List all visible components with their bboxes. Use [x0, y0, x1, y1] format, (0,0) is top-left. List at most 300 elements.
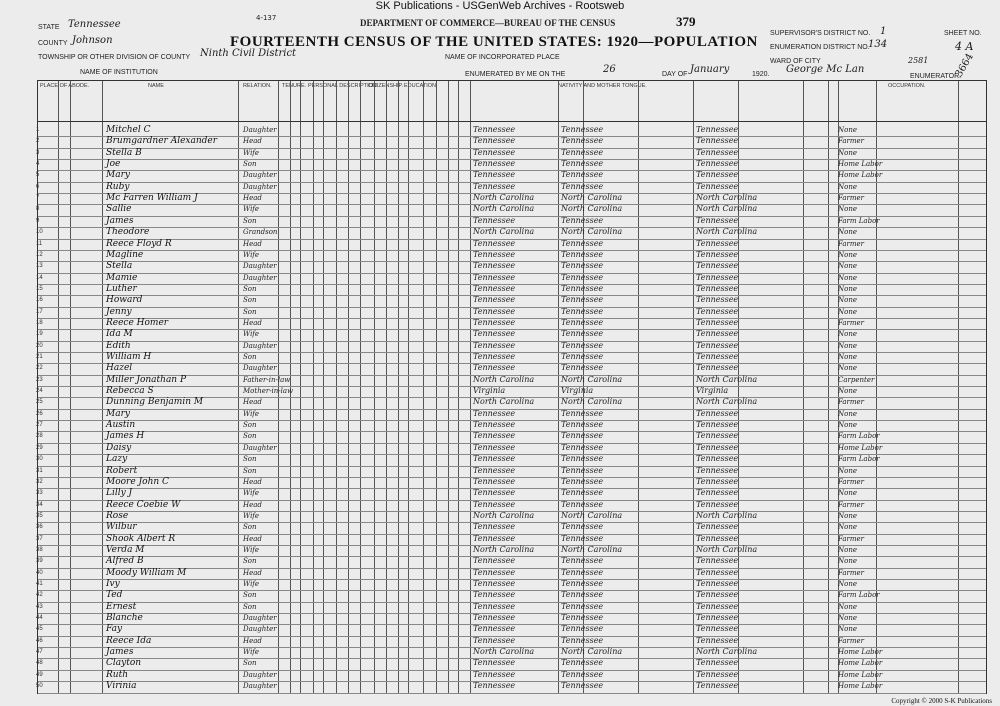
- father-birthplace: Tennessee: [561, 181, 604, 191]
- person-name: Moody William M: [106, 567, 187, 578]
- row-number: 30: [36, 456, 43, 463]
- person-name: Ivy: [106, 579, 120, 589]
- mother-birthplace: Tennessee: [696, 613, 739, 623]
- person-occupation: None: [838, 330, 857, 339]
- father-birthplace: Tennessee: [561, 261, 604, 271]
- row-number: 29: [36, 444, 43, 451]
- person-birthplace: Tennessee: [473, 681, 516, 691]
- department-heading: DEPARTMENT OF COMMERCE—BUREAU OF THE CENSUS: [360, 18, 616, 28]
- mother-birthplace: Tennessee: [696, 533, 739, 543]
- mother-birthplace: Tennessee: [696, 601, 739, 611]
- person-birthplace: Tennessee: [473, 624, 516, 634]
- person-relation: Wife: [243, 489, 260, 498]
- enumerated-month: January: [690, 64, 730, 75]
- person-occupation: Farmer: [838, 239, 865, 248]
- colhdr-relation: RELATION.: [243, 83, 272, 89]
- row-number: 33: [36, 490, 43, 497]
- person-name: Reece Floyd R: [106, 238, 172, 249]
- person-name: James H: [106, 431, 145, 442]
- person-name: Stella B: [106, 147, 142, 158]
- row-number: 44: [36, 615, 43, 622]
- person-name: Rose: [106, 510, 129, 521]
- person-occupation: Farmer: [838, 568, 865, 577]
- person-name: Jenny: [106, 306, 132, 317]
- person-name: Lilly J: [106, 488, 133, 499]
- person-relation: Son: [243, 602, 257, 611]
- father-birthplace: Tennessee: [561, 454, 604, 464]
- person-birthplace: Tennessee: [473, 488, 516, 498]
- margin-code: 2581: [908, 56, 929, 65]
- person-relation: Wife: [243, 580, 260, 588]
- person-name: Daisy: [106, 442, 132, 453]
- father-birthplace: North Carolina: [561, 374, 623, 384]
- person-occupation: None: [838, 228, 857, 237]
- father-birthplace: Tennessee: [561, 317, 604, 327]
- person-relation: Wife: [243, 545, 260, 554]
- mother-birthplace: Tennessee: [696, 658, 739, 668]
- sheet-value: 4 A: [955, 40, 974, 53]
- sheet-label: SHEET NO.: [944, 30, 982, 37]
- person-occupation: None: [838, 466, 857, 475]
- person-name: Reece Homer: [106, 317, 169, 328]
- institution-label: NAME OF INSTITUTION: [80, 69, 158, 76]
- person-name: Fay: [106, 624, 123, 635]
- person-birthplace: North Carolina: [473, 510, 535, 520]
- row-number: 39: [36, 558, 43, 565]
- person-occupation: Home Labor: [838, 648, 883, 657]
- row-number: 5: [36, 172, 40, 179]
- person-relation: Son: [243, 307, 257, 316]
- mother-birthplace: Virginia: [696, 386, 729, 396]
- person-occupation: Home Labor: [838, 682, 883, 691]
- supervisor-value: 1: [880, 26, 887, 37]
- colhdr-tenure: TENURE.: [282, 83, 307, 89]
- father-birthplace: North Carolina: [561, 647, 623, 657]
- person-relation: Daughter: [243, 273, 277, 282]
- person-relation: Grandson: [243, 228, 278, 237]
- person-occupation: None: [838, 580, 857, 588]
- person-name: Dunning Benjamin M: [106, 397, 204, 408]
- person-birthplace: Tennessee: [473, 613, 516, 623]
- ed-value: 134: [868, 39, 888, 50]
- row-number: 18: [36, 319, 43, 326]
- colhdr-personal: PERSONAL DESCRIPTION.: [308, 83, 379, 89]
- mother-birthplace: Tennessee: [696, 465, 739, 475]
- person-occupation: None: [838, 523, 857, 532]
- row-number: 13: [36, 263, 43, 270]
- father-birthplace: Tennessee: [561, 295, 604, 305]
- census-title: FOURTEENTH CENSUS OF THE UNITED STATES: 1920—POPULATION: [230, 34, 758, 50]
- person-relation: Son: [243, 284, 257, 293]
- person-occupation: None: [838, 364, 857, 373]
- row-number: 2: [36, 138, 40, 145]
- colhdr-education: EDUCATION.: [404, 83, 438, 89]
- ed-label: ENUMERATION DISTRICT NO.: [770, 44, 870, 51]
- person-birthplace: Tennessee: [473, 669, 516, 679]
- person-occupation: Farmer: [838, 500, 865, 509]
- person-name: Magline: [106, 249, 144, 260]
- father-birthplace: Tennessee: [561, 658, 604, 668]
- person-name: Reece Coebie W: [106, 499, 181, 510]
- person-name: Brumgardner Alexander: [106, 136, 218, 147]
- person-occupation: Farmer: [838, 194, 865, 203]
- person-occupation: None: [838, 511, 857, 520]
- person-name: James: [106, 215, 134, 226]
- person-relation: Daughter: [243, 126, 277, 134]
- person-relation: Daughter: [243, 682, 277, 691]
- sheet-serial: 379: [676, 14, 696, 29]
- person-name: Joe: [106, 159, 121, 170]
- person-occupation: Farm Labor: [838, 591, 880, 600]
- person-relation: Father-in-law: [243, 375, 291, 384]
- person-occupation: Home Labor: [838, 171, 883, 180]
- person-name: Clayton: [106, 658, 142, 669]
- person-birthplace: Virginia: [473, 386, 506, 396]
- father-birthplace: Tennessee: [561, 363, 604, 373]
- person-birthplace: Tennessee: [473, 215, 516, 225]
- mother-birthplace: Tennessee: [696, 181, 739, 191]
- person-relation: Daughter: [243, 341, 277, 350]
- row-number: 28: [36, 433, 43, 440]
- person-birthplace: North Carolina: [473, 227, 535, 237]
- person-relation: Wife: [243, 409, 260, 418]
- row-number: 50: [36, 683, 43, 690]
- row-number: 10: [36, 229, 43, 236]
- person-birthplace: Tennessee: [473, 635, 516, 645]
- row-number: 6: [36, 183, 40, 190]
- mother-birthplace: Tennessee: [696, 147, 739, 157]
- mother-birthplace: Tennessee: [696, 306, 739, 316]
- person-birthplace: Tennessee: [473, 317, 516, 327]
- person-name: Sallie: [106, 204, 132, 215]
- mother-birthplace: North Carolina: [696, 397, 758, 407]
- person-name: Mary: [106, 408, 130, 419]
- person-birthplace: North Carolina: [473, 397, 535, 407]
- mother-birthplace: Tennessee: [696, 420, 739, 430]
- person-relation: Head: [243, 534, 262, 543]
- row-number: 26: [36, 410, 43, 417]
- person-name: Austin: [106, 420, 136, 431]
- row-number: 27: [36, 422, 43, 429]
- person-birthplace: Tennessee: [473, 181, 516, 191]
- father-birthplace: Tennessee: [561, 533, 604, 543]
- father-birthplace: Tennessee: [561, 476, 604, 486]
- enumerated-year: 1920.: [752, 71, 770, 78]
- person-birthplace: Tennessee: [473, 249, 516, 259]
- colhdr-citizenship: CITIZENSHIP.: [368, 83, 404, 89]
- row-number: 19: [36, 331, 43, 338]
- father-birthplace: Tennessee: [561, 635, 604, 645]
- father-birthplace: North Carolina: [561, 544, 623, 554]
- person-birthplace: Tennessee: [473, 283, 516, 293]
- row-number: 40: [36, 569, 43, 576]
- person-name: Edith: [106, 340, 131, 351]
- state-value: Tennessee: [68, 19, 121, 30]
- person-birthplace: Tennessee: [473, 579, 516, 588]
- person-relation: Head: [243, 398, 262, 407]
- mother-birthplace: Tennessee: [696, 408, 739, 418]
- father-birthplace: Tennessee: [561, 329, 604, 339]
- county-value: Johnson: [72, 35, 113, 46]
- father-birthplace: Tennessee: [561, 420, 604, 430]
- header-rule: [38, 121, 986, 122]
- person-birthplace: Tennessee: [473, 476, 516, 486]
- person-birthplace: Tennessee: [473, 329, 516, 339]
- person-relation: Daughter: [243, 670, 277, 679]
- mother-birthplace: Tennessee: [696, 590, 739, 600]
- person-occupation: None: [838, 353, 857, 361]
- row-number: 3: [36, 149, 40, 156]
- father-birthplace: Tennessee: [561, 306, 604, 316]
- father-birthplace: Tennessee: [561, 681, 604, 691]
- mother-birthplace: Tennessee: [696, 125, 739, 134]
- father-birthplace: Tennessee: [561, 431, 604, 441]
- row-number: 41: [36, 581, 43, 587]
- person-occupation: Farmer: [838, 636, 865, 645]
- father-birthplace: Tennessee: [561, 159, 604, 169]
- person-birthplace: North Carolina: [473, 544, 535, 554]
- person-relation: Son: [243, 421, 257, 430]
- person-name: Lazy: [106, 454, 128, 465]
- row-number: 36: [36, 524, 43, 531]
- person-name: Ida M: [106, 329, 133, 340]
- person-occupation: None: [838, 421, 857, 430]
- person-name: Verda M: [106, 544, 145, 555]
- mother-birthplace: Tennessee: [696, 317, 739, 327]
- person-birthplace: Tennessee: [473, 408, 516, 418]
- enumerated-day: 26: [603, 64, 616, 75]
- row-number: 20: [36, 342, 43, 349]
- colhdr-name: NAME: [148, 83, 164, 89]
- person-occupation: None: [838, 307, 857, 316]
- father-birthplace: Tennessee: [561, 579, 604, 588]
- person-occupation: Farmer: [838, 534, 865, 543]
- person-relation: Head: [243, 137, 262, 146]
- person-birthplace: North Carolina: [473, 647, 535, 657]
- father-birthplace: Tennessee: [561, 465, 604, 475]
- person-relation: Head: [243, 194, 262, 203]
- person-relation: Son: [243, 216, 257, 225]
- row-number: 17: [36, 308, 43, 315]
- row-number: 31: [36, 467, 43, 474]
- father-birthplace: Tennessee: [561, 522, 604, 532]
- person-occupation: None: [838, 409, 857, 418]
- person-birthplace: Tennessee: [473, 522, 516, 532]
- row-number: 24: [36, 388, 43, 395]
- father-birthplace: Tennessee: [561, 624, 604, 634]
- mother-birthplace: Tennessee: [696, 272, 739, 282]
- father-birthplace: Tennessee: [561, 590, 604, 600]
- day-of-label: DAY OF: [662, 71, 688, 78]
- row-number: 8: [36, 206, 40, 213]
- row-number: 25: [36, 399, 43, 406]
- person-birthplace: Tennessee: [473, 306, 516, 316]
- colhdr-occupation: OCCUPATION.: [888, 83, 926, 89]
- row-number: 48: [36, 660, 43, 667]
- person-birthplace: Tennessee: [473, 556, 516, 566]
- row-number: 14: [36, 274, 43, 281]
- person-name: Luther: [106, 283, 137, 294]
- father-birthplace: Tennessee: [561, 499, 604, 509]
- person-occupation: Home Labor: [838, 160, 883, 169]
- father-birthplace: Tennessee: [561, 136, 604, 146]
- mother-birthplace: North Carolina: [696, 227, 758, 237]
- row-number: 45: [36, 626, 43, 633]
- person-birthplace: Tennessee: [473, 533, 516, 543]
- person-relation: Son: [243, 591, 257, 600]
- mother-birthplace: North Carolina: [696, 544, 758, 554]
- father-birthplace: Tennessee: [561, 125, 604, 134]
- father-birthplace: Tennessee: [561, 249, 604, 259]
- person-birthplace: Tennessee: [473, 567, 516, 577]
- person-birthplace: Tennessee: [473, 159, 516, 169]
- person-occupation: None: [838, 341, 857, 350]
- person-occupation: None: [838, 262, 857, 271]
- person-birthplace: Tennessee: [473, 147, 516, 157]
- person-birthplace: Tennessee: [473, 431, 516, 441]
- watermark: SK Publications - USGenWeb Archives - Rootsweb: [375, 0, 625, 12]
- person-occupation: Farmer: [838, 398, 865, 407]
- father-birthplace: North Carolina: [561, 227, 623, 237]
- person-relation: Wife: [243, 205, 260, 214]
- row-number: 49: [36, 671, 43, 678]
- row-number: 42: [36, 592, 43, 599]
- census-grid: [37, 80, 987, 694]
- enumerated-label: ENUMERATED BY ME ON THE: [465, 71, 566, 78]
- person-occupation: Farm Labor: [838, 216, 880, 225]
- row-number: 11: [36, 240, 43, 247]
- mother-birthplace: Tennessee: [696, 261, 739, 271]
- person-name: Ernest: [106, 601, 137, 612]
- person-relation: Head: [243, 636, 262, 645]
- person-relation: Daughter: [243, 171, 277, 180]
- row-rule: [38, 693, 986, 694]
- row-number: 46: [36, 637, 43, 644]
- person-occupation: None: [838, 284, 857, 293]
- row-number: 9: [36, 217, 40, 224]
- mother-birthplace: Tennessee: [696, 283, 739, 293]
- mother-birthplace: Tennessee: [696, 454, 739, 464]
- mother-birthplace: Tennessee: [696, 499, 739, 509]
- row-number: 4: [36, 161, 40, 168]
- person-birthplace: Tennessee: [473, 352, 516, 361]
- person-relation: Daughter: [243, 262, 277, 271]
- person-birthplace: Tennessee: [473, 658, 516, 668]
- person-name: Moore John C: [106, 476, 169, 487]
- person-relation: Son: [243, 466, 257, 475]
- person-occupation: Farmer: [838, 137, 865, 146]
- person-birthplace: Tennessee: [473, 238, 516, 248]
- mother-birthplace: Tennessee: [696, 136, 739, 146]
- person-birthplace: North Carolina: [473, 374, 535, 384]
- person-relation: Head: [243, 477, 262, 486]
- person-name: Blanche: [106, 613, 143, 624]
- mother-birthplace: Tennessee: [696, 476, 739, 486]
- person-relation: Son: [243, 659, 257, 668]
- person-name: Reece Ida: [106, 635, 152, 646]
- person-occupation: None: [838, 126, 857, 134]
- row-number: 1: [36, 127, 40, 133]
- person-relation: Head: [243, 239, 262, 248]
- person-occupation: None: [838, 273, 857, 282]
- row-number: 12: [36, 251, 43, 258]
- father-birthplace: North Carolina: [561, 193, 623, 203]
- person-name: Miller Jonathan P: [106, 374, 187, 385]
- mother-birthplace: North Carolina: [696, 193, 758, 203]
- person-relation: Son: [243, 296, 257, 305]
- mother-birthplace: Tennessee: [696, 238, 739, 248]
- person-occupation: None: [838, 602, 857, 611]
- person-name: Mamie: [106, 272, 138, 283]
- person-relation: Wife: [243, 511, 260, 520]
- father-birthplace: Tennessee: [561, 442, 604, 452]
- colhdr-nativity: NATIVITY AND MOTHER TONGUE.: [558, 83, 647, 89]
- person-occupation: None: [838, 387, 857, 396]
- row-number: 37: [36, 535, 43, 542]
- person-occupation: None: [838, 489, 857, 498]
- mother-birthplace: Tennessee: [696, 295, 739, 305]
- mother-birthplace: Tennessee: [696, 159, 739, 169]
- person-birthplace: North Carolina: [473, 193, 535, 203]
- person-occupation: None: [838, 250, 857, 259]
- person-name: Virinia: [106, 681, 137, 692]
- enumerator-signature: George Mc Lan: [786, 64, 865, 75]
- mother-birthplace: Tennessee: [696, 249, 739, 259]
- person-relation: Daughter: [243, 443, 277, 452]
- mother-birthplace: Tennessee: [696, 567, 739, 577]
- person-relation: Wife: [243, 148, 260, 157]
- mother-birthplace: Tennessee: [696, 215, 739, 225]
- mother-birthplace: Tennessee: [696, 556, 739, 566]
- person-birthplace: Tennessee: [473, 454, 516, 464]
- mother-birthplace: North Carolina: [696, 647, 758, 657]
- father-birthplace: Tennessee: [561, 601, 604, 611]
- person-birthplace: North Carolina: [473, 204, 535, 214]
- person-relation: Wife: [243, 330, 260, 339]
- form-number: 4-137: [256, 14, 277, 22]
- row-number: 32: [36, 478, 43, 485]
- person-relation: Son: [243, 523, 257, 532]
- mother-birthplace: Tennessee: [696, 522, 739, 532]
- mother-birthplace: Tennessee: [696, 579, 739, 588]
- person-relation: Son: [243, 353, 257, 361]
- person-birthplace: Tennessee: [473, 136, 516, 146]
- person-relation: Daughter: [243, 182, 277, 191]
- person-occupation: None: [838, 614, 857, 623]
- person-name: Mc Farren William J: [106, 193, 198, 204]
- mother-birthplace: Tennessee: [696, 624, 739, 634]
- person-relation: Son: [243, 557, 257, 566]
- mother-birthplace: North Carolina: [696, 510, 758, 520]
- row-number: 47: [36, 649, 43, 656]
- person-name: Hazel: [106, 363, 133, 374]
- person-relation: Head: [243, 568, 262, 577]
- person-birthplace: Tennessee: [473, 420, 516, 430]
- person-occupation: Farm Labor: [838, 432, 880, 441]
- person-name: Mary: [106, 170, 130, 181]
- person-occupation: None: [838, 296, 857, 305]
- row-number: 22: [36, 365, 43, 372]
- mother-birthplace: Tennessee: [696, 170, 739, 180]
- person-relation: Son: [243, 160, 257, 169]
- person-birthplace: Tennessee: [473, 442, 516, 452]
- person-name: James: [106, 647, 134, 658]
- person-birthplace: Tennessee: [473, 125, 516, 134]
- person-birthplace: Tennessee: [473, 499, 516, 509]
- mother-birthplace: Tennessee: [696, 488, 739, 498]
- place-label: NAME OF INCORPORATED PLACE: [445, 54, 560, 61]
- mother-birthplace: Tennessee: [696, 635, 739, 645]
